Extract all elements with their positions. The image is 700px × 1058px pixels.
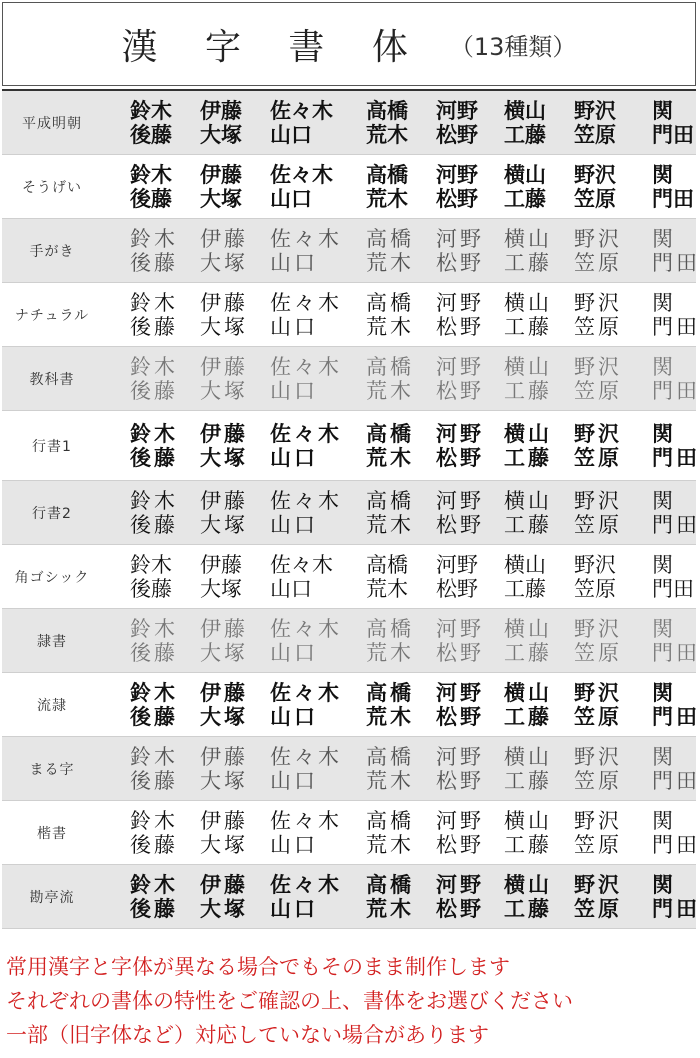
sample-name: 鈴木 (130, 162, 172, 187)
sample-name: 工藤 (504, 640, 552, 665)
sample-name: 関 (652, 354, 676, 379)
sample-name: 鈴木 (130, 226, 178, 251)
sample-name: 野沢 (574, 488, 622, 513)
sample-name: 河野 (436, 872, 484, 897)
font-label: 角ゴシック (14, 569, 90, 586)
sample-name: 関 (652, 488, 676, 513)
sample-name: 高橋 (366, 354, 414, 379)
sample-name: 河野 (436, 290, 484, 315)
sample-name: 佐々木 (270, 354, 342, 379)
sample-name: 関 (652, 616, 676, 641)
font-label: 行書1 (32, 438, 72, 455)
sample-name: 佐々木 (270, 552, 333, 577)
sample-line (130, 489, 696, 513)
sample-name: 荒木 (366, 832, 414, 857)
sample-line (130, 832, 700, 857)
sample-name: 大塚 (200, 444, 248, 470)
sample-name: 門田 (652, 768, 700, 793)
sample-name: 笠原 (574, 704, 622, 729)
sample-name: 関 (652, 552, 673, 577)
name-samples (102, 872, 700, 921)
sample-name: 関 (652, 420, 676, 446)
sample-name: 河野 (436, 616, 484, 641)
sample-line (130, 896, 700, 921)
sample-line (130, 314, 700, 339)
sample-name: 笠原 (574, 444, 622, 470)
sample-name: 河野 (436, 354, 484, 379)
note-line: それぞれの書体の特性をご確認の上、書体をお選びください (6, 989, 573, 1013)
sample-name: 笠原 (574, 896, 622, 921)
sample-name: 工藤 (504, 314, 552, 339)
sample-name: 工藤 (504, 768, 552, 793)
font-row (2, 481, 700, 545)
font-row (2, 865, 700, 929)
sample-line (130, 227, 696, 251)
sample-name: 横山 (504, 290, 552, 315)
sample-name: 笠原 (574, 378, 622, 403)
sample-line (130, 745, 696, 769)
sample-name: 山口 (270, 896, 318, 921)
sample-name: 高橋 (366, 162, 408, 187)
sample-line (130, 617, 696, 641)
sample-name: 工藤 (504, 186, 546, 211)
sample-name: 野沢 (574, 680, 622, 705)
sample-name: 荒木 (366, 250, 414, 275)
sample-name: 後藤 (130, 896, 178, 921)
sample-name: 野沢 (574, 97, 616, 123)
sample-name: 山口 (270, 704, 318, 729)
sample-name: 伊藤 (200, 162, 242, 187)
sample-name: 鈴木 (130, 420, 178, 446)
sample-name: 河野 (436, 552, 478, 577)
sample-name: 笠原 (574, 250, 622, 275)
sample-name: 松野 (436, 250, 484, 275)
sample-name: 山口 (270, 378, 318, 403)
sample-name: 河野 (436, 744, 484, 769)
sample-name: 山口 (270, 576, 312, 601)
sample-name: 伊藤 (200, 226, 248, 251)
sample-name: 門田 (652, 896, 700, 921)
font-label: そうげい (22, 179, 82, 196)
sample-name: 松野 (436, 896, 484, 921)
sample-line (130, 250, 700, 275)
sample-line (130, 512, 700, 537)
name-samples (102, 680, 700, 729)
sample-name: 門田 (652, 512, 700, 537)
sample-name: 山口 (270, 768, 318, 793)
sample-name: 大塚 (200, 121, 242, 147)
sample-line (130, 99, 696, 123)
sample-name: 関 (652, 162, 673, 187)
sample-name: 野沢 (574, 808, 622, 833)
sample-name: 門田 (652, 250, 700, 275)
sample-name: 荒木 (366, 704, 414, 729)
name-samples (102, 226, 700, 275)
name-samples (102, 488, 700, 537)
name-samples (102, 616, 700, 665)
sample-name: 佐々木 (270, 488, 342, 513)
sample-line (130, 640, 700, 665)
sample-name: 後藤 (130, 186, 172, 211)
notes (6, 950, 696, 1052)
sample-name: 横山 (504, 354, 552, 379)
sample-name: 門田 (652, 121, 694, 147)
sample-name: 後藤 (130, 512, 178, 537)
sample-name: 佐々木 (270, 616, 342, 641)
font-label: ナチュラル (14, 307, 90, 324)
sample-name: 関 (652, 680, 676, 705)
sample-name: 横山 (504, 552, 546, 577)
font-row (2, 283, 700, 347)
note-line: 常用漢字と字体が異なる場合でもそのまま制作します (6, 955, 510, 979)
sample-name: 松野 (436, 576, 478, 601)
sample-name: 山口 (270, 121, 312, 147)
sample-name: 笠原 (574, 512, 622, 537)
font-row (2, 91, 696, 155)
sample-name: 山口 (270, 314, 318, 339)
sample-name: 関 (652, 97, 673, 123)
sample-name: 佐々木 (270, 162, 333, 187)
sample-name: 伊藤 (200, 872, 248, 897)
sample-name: 佐々木 (270, 808, 342, 833)
sample-name: 山口 (270, 444, 318, 470)
sample-name: 工藤 (504, 250, 552, 275)
name-samples (102, 290, 700, 339)
note-line: 一部（旧字体など）対応していない場合があります (6, 1023, 489, 1047)
sample-line (130, 809, 696, 833)
sample-name: 門田 (652, 444, 700, 470)
sample-name: 河野 (436, 488, 484, 513)
sample-name: 大塚 (200, 314, 248, 339)
sample-name: 佐々木 (270, 420, 342, 446)
sample-name: 門田 (652, 576, 694, 601)
sample-name: 佐々木 (270, 226, 342, 251)
sample-name: 笠原 (574, 832, 622, 857)
sample-name: 関 (652, 872, 676, 897)
sample-name: 高橋 (366, 808, 414, 833)
sample-name: 後藤 (130, 444, 178, 470)
sample-line (130, 577, 696, 601)
sample-name: 鈴木 (130, 97, 172, 123)
sample-line (130, 768, 700, 793)
name-samples (102, 808, 700, 857)
sample-name: 工藤 (504, 832, 552, 857)
sample-name: 大塚 (200, 378, 248, 403)
sample-name: 伊藤 (200, 290, 248, 315)
sample-name: 山口 (270, 640, 318, 665)
sample-name: 佐々木 (270, 872, 342, 897)
sample-name: 伊藤 (200, 552, 242, 577)
sample-name: 荒木 (366, 121, 408, 147)
sample-line (130, 187, 696, 211)
sample-name: 鈴木 (130, 616, 178, 641)
sample-name: 伊藤 (200, 488, 248, 513)
sample-name: 松野 (436, 121, 478, 147)
sample-name: 工藤 (504, 444, 552, 470)
sample-name: 松野 (436, 444, 484, 470)
sample-name: 関 (652, 226, 676, 251)
sample-name: 笠原 (574, 768, 622, 793)
sample-name: 松野 (436, 640, 484, 665)
sample-name: 鈴木 (130, 354, 178, 379)
sample-name: 横山 (504, 97, 546, 123)
sample-name: 後藤 (130, 704, 178, 729)
sample-name: 大塚 (200, 704, 248, 729)
sample-name: 鈴木 (130, 290, 178, 315)
sample-name: 大塚 (200, 832, 248, 857)
sample-name: 高橋 (366, 226, 414, 251)
sample-name: 荒木 (366, 640, 414, 665)
font-label: 楷書 (37, 825, 67, 842)
sample-name: 後藤 (130, 121, 172, 147)
sample-name: 後藤 (130, 576, 172, 601)
font-row (2, 219, 700, 283)
sample-name: 荒木 (366, 768, 414, 793)
page-subtitle: （13種類） (449, 32, 577, 61)
sample-name: 高橋 (366, 744, 414, 769)
sample-name: 松野 (436, 314, 484, 339)
sample-name: 門田 (652, 378, 700, 403)
sample-name: 鈴木 (130, 488, 178, 513)
name-samples (102, 744, 700, 793)
sample-name: 松野 (436, 378, 484, 403)
sample-name: 大塚 (200, 250, 248, 275)
sample-name: 佐々木 (270, 97, 333, 123)
sample-line (130, 873, 696, 897)
sample-name: 伊藤 (200, 616, 248, 641)
sample-name: 門田 (652, 314, 700, 339)
font-rows (2, 89, 700, 929)
sample-name: 野沢 (574, 290, 622, 315)
sample-name: 横山 (504, 744, 552, 769)
sample-name: 佐々木 (270, 680, 342, 705)
name-samples (102, 420, 700, 470)
sample-name: 高橋 (366, 488, 414, 513)
sample-name: 松野 (436, 704, 484, 729)
sample-line (130, 291, 696, 315)
sample-name: 荒木 (366, 896, 414, 921)
sample-name: 横山 (504, 488, 552, 513)
sample-name: 鈴木 (130, 872, 178, 897)
sample-name: 関 (652, 290, 676, 315)
sample-line (130, 704, 700, 729)
sample-name: 野沢 (574, 744, 622, 769)
sample-name: 松野 (436, 768, 484, 793)
sample-name: 野沢 (574, 872, 622, 897)
sample-name: 鈴木 (130, 680, 178, 705)
name-samples (102, 163, 696, 211)
sample-name: 野沢 (574, 552, 616, 577)
sample-name: 荒木 (366, 378, 414, 403)
sample-name: 門田 (652, 640, 700, 665)
sample-name: 鈴木 (130, 808, 178, 833)
sample-name: 門田 (652, 832, 700, 857)
sample-name: 工藤 (504, 121, 546, 147)
sample-line (130, 163, 696, 187)
sample-line (130, 553, 696, 577)
font-label: 教科書 (29, 371, 75, 388)
sample-name: 松野 (436, 832, 484, 857)
font-row (2, 609, 700, 673)
sample-line (130, 378, 700, 403)
sample-name: 関 (652, 808, 676, 833)
sample-name: 山口 (270, 832, 318, 857)
sample-name: 大塚 (200, 512, 248, 537)
name-samples (102, 354, 700, 403)
font-label: 手がき (29, 243, 75, 260)
sample-line (130, 444, 700, 470)
page-title: 漢 字 書 体 (121, 26, 426, 68)
sample-name: 横山 (504, 616, 552, 641)
font-row (2, 347, 700, 411)
sample-name: 後藤 (130, 768, 178, 793)
sample-name: 河野 (436, 97, 478, 123)
font-row (2, 801, 700, 865)
sample-line (130, 123, 696, 147)
sample-name: 松野 (436, 186, 478, 211)
sample-name: 工藤 (504, 576, 546, 601)
sample-name: 後藤 (130, 378, 178, 403)
sample-name: 野沢 (574, 226, 622, 251)
sample-name: 伊藤 (200, 354, 248, 379)
font-label: 隷書 (37, 633, 67, 650)
sample-line (130, 355, 696, 379)
sample-name: 後藤 (130, 314, 178, 339)
sample-name: 河野 (436, 162, 478, 187)
sample-name: 野沢 (574, 162, 616, 187)
sample-name: 高橋 (366, 680, 414, 705)
sample-name: 野沢 (574, 354, 622, 379)
sample-name: 鈴木 (130, 552, 172, 577)
sample-name: 門田 (652, 186, 694, 211)
sample-name: 伊藤 (200, 97, 242, 123)
sample-name: 後藤 (130, 640, 178, 665)
title-box (2, 2, 696, 86)
sample-name: 河野 (436, 808, 484, 833)
sample-name: 大塚 (200, 896, 248, 921)
sample-name: 佐々木 (270, 744, 342, 769)
sample-name: 笠原 (574, 640, 622, 665)
sample-line (130, 681, 696, 705)
sample-name: 伊藤 (200, 808, 248, 833)
font-label: 平成明朝 (22, 115, 82, 132)
sample-name: 横山 (504, 680, 552, 705)
font-label: 勘亭流 (29, 889, 75, 906)
sample-name: 河野 (436, 420, 484, 446)
sample-name: 大塚 (200, 640, 248, 665)
sample-name: 高橋 (366, 420, 414, 446)
sample-name: 伊藤 (200, 420, 248, 446)
sample-name: 笠原 (574, 314, 622, 339)
sample-name: 工藤 (504, 512, 552, 537)
sample-name: 荒木 (366, 444, 414, 470)
sample-name: 横山 (504, 162, 546, 187)
sample-name: 野沢 (574, 616, 622, 641)
sample-name: 横山 (504, 420, 552, 446)
sample-name: 高橋 (366, 616, 414, 641)
sample-name: 大塚 (200, 576, 242, 601)
sample-name: 山口 (270, 512, 318, 537)
sample-name: 河野 (436, 226, 484, 251)
sample-name: 笠原 (574, 576, 616, 601)
font-label: まる字 (29, 761, 75, 778)
sample-name: 松野 (436, 512, 484, 537)
sample-name: 山口 (270, 250, 318, 275)
sample-line (130, 422, 696, 446)
sample-name: 河野 (436, 680, 484, 705)
sample-name: 関 (652, 744, 676, 769)
sample-name: 横山 (504, 808, 552, 833)
sample-name: 工藤 (504, 378, 552, 403)
sample-name: 高橋 (366, 290, 414, 315)
sample-name: 横山 (504, 872, 552, 897)
sample-name: 横山 (504, 226, 552, 251)
sample-name: 工藤 (504, 704, 552, 729)
sample-name: 鈴木 (130, 744, 178, 769)
sample-name: 高橋 (366, 552, 408, 577)
font-label: 流隷 (37, 697, 67, 714)
font-label: 行書2 (32, 505, 72, 522)
sample-name: 佐々木 (270, 290, 342, 315)
sample-name: 後藤 (130, 832, 178, 857)
sample-name: 高橋 (366, 872, 414, 897)
font-row (2, 411, 700, 481)
sample-name: 高橋 (366, 97, 408, 123)
sample-name: 伊藤 (200, 680, 248, 705)
sample-name: 笠原 (574, 186, 616, 211)
sample-name: 荒木 (366, 512, 414, 537)
font-row (2, 545, 696, 609)
sample-name: 後藤 (130, 250, 178, 275)
sample-name: 野沢 (574, 420, 622, 446)
sample-name: 工藤 (504, 896, 552, 921)
sample-name: 大塚 (200, 186, 242, 211)
sample-name: 山口 (270, 186, 312, 211)
sample-name: 荒木 (366, 314, 414, 339)
font-row (2, 673, 700, 737)
name-samples (102, 553, 696, 601)
font-row (2, 155, 696, 219)
sample-name: 荒木 (366, 576, 408, 601)
name-samples (102, 99, 696, 147)
font-row (2, 737, 700, 801)
sample-name: 荒木 (366, 186, 408, 211)
sample-name: 大塚 (200, 768, 248, 793)
sample-name: 伊藤 (200, 744, 248, 769)
sample-name: 門田 (652, 704, 700, 729)
sample-name: 笠原 (574, 121, 616, 147)
